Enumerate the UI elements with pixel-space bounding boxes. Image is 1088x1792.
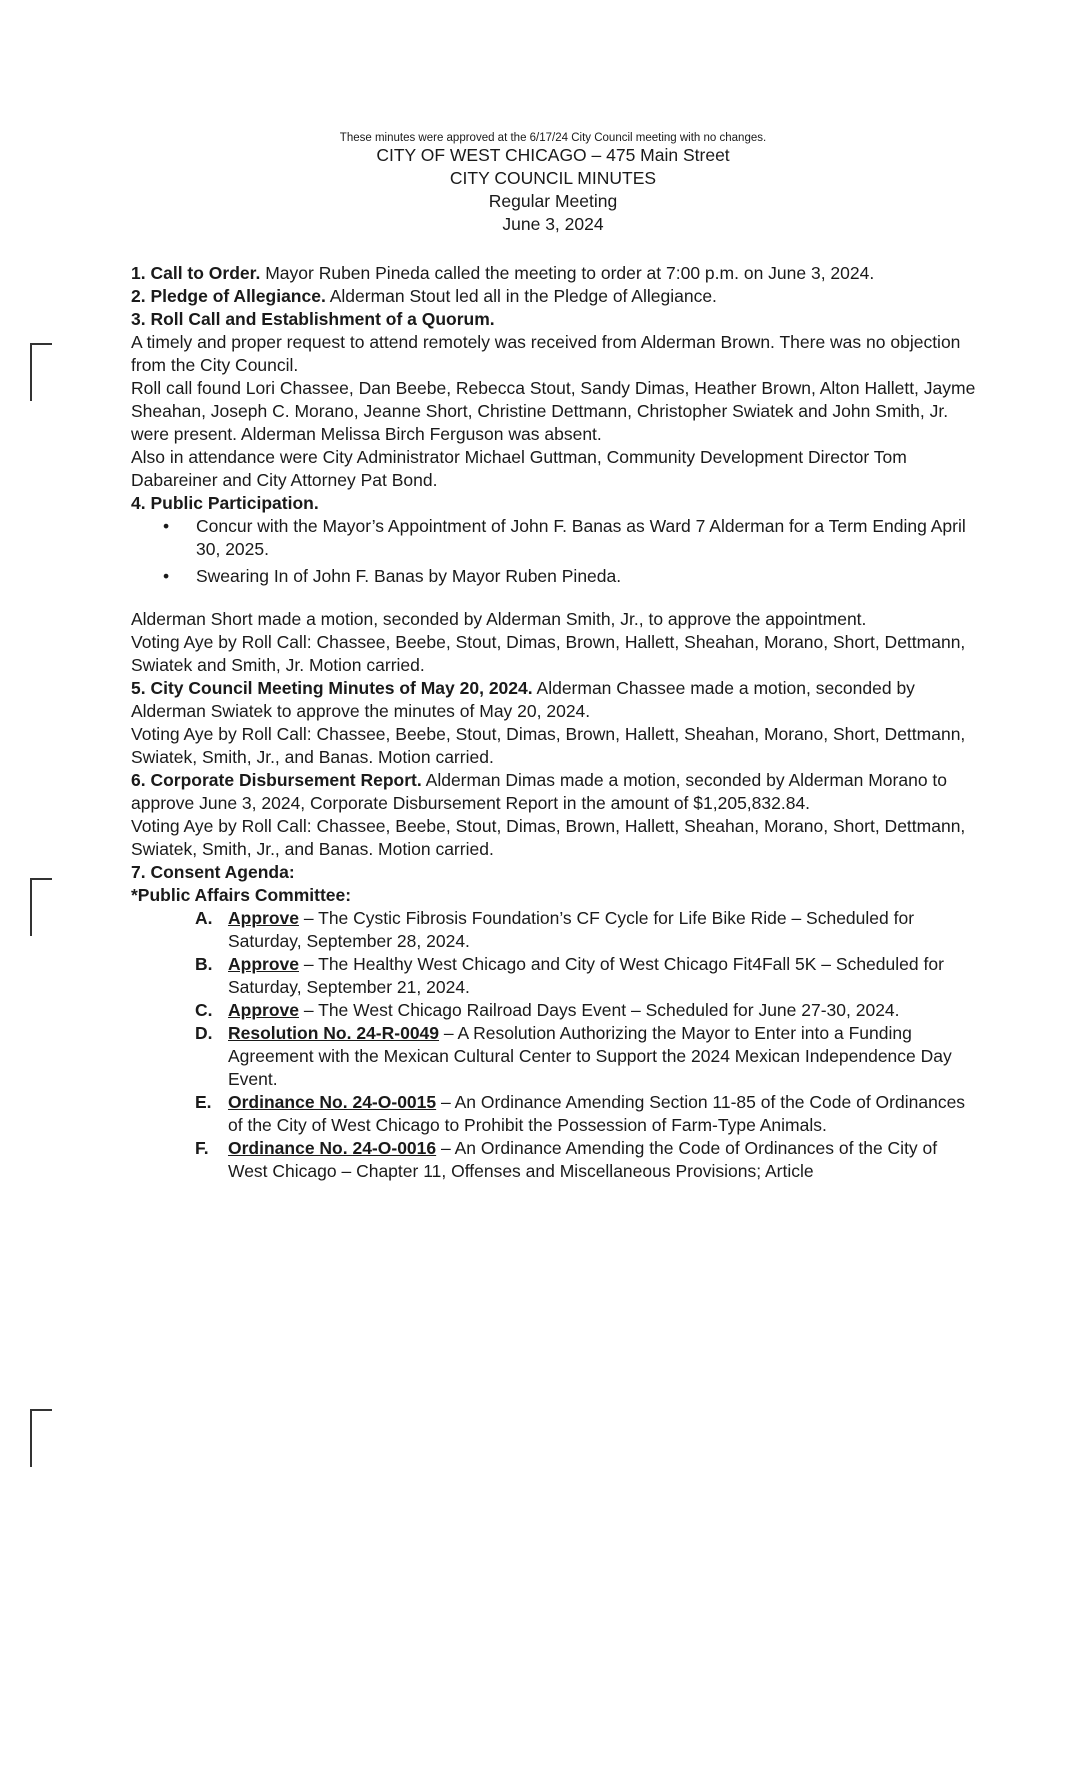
- item-text: – The Healthy West Chicago and City of West Chicago Fit4Fall 5K – Scheduled for Saturday, September 21, 2024.: [228, 954, 944, 997]
- item-letter: A.: [195, 908, 213, 928]
- item-reference: Resolution No. 24-R-0049: [228, 1023, 440, 1043]
- agenda-item: [131, 1022, 981, 1091]
- roll-call-paragraph: Roll call found Lori Chassee, Dan Beebe, Rebecca Stout, Sandy Dimas, Heather Brown, Alton Hallett, Jayme Sheahan, Joseph C. Morano, Jeanne Short, Christine Dettmann, Christopher Swiatek and John Smith, Jr. were present. Alderman Melissa Birch Ferguson was absent.: [131, 378, 976, 444]
- vote-paragraph: Voting Aye by Roll Call: Chassee, Beebe, Stout, Dimas, Brown, Hallett, Sheahan, Morano, Short, Dettmann, Swiatek and Smith, Jr. Motion carried.: [131, 632, 966, 675]
- item-text: – An Ordinance Amending Section 11-85 of the Code of Ordinances of the City of West Chicago to Prohibit the Possession of Farm-Type Animals.: [228, 1092, 966, 1135]
- vote-paragraph: Voting Aye by Roll Call: Chassee, Beebe, Stout, Dimas, Brown, Hallett, Sheahan, Morano, Short, Dettmann, Swiatek, Smith, Jr., and Banas. Motion carried.: [131, 724, 966, 767]
- vote-paragraph: Voting Aye by Roll Call: Chassee, Beebe, Stout, Dimas, Brown, Hallett, Sheahan, Morano, Short, Dettmann, Swiatek, Smith, Jr., and Banas. Motion carried.: [131, 816, 966, 859]
- agenda-item: [131, 1091, 981, 1137]
- item-text: – The West Chicago Railroad Days Event – Scheduled for June 27-30, 2024.: [298, 1000, 900, 1020]
- motion-paragraph: Alderman Short made a motion, seconded by Alderman Smith, Jr., to approve the appointment.: [131, 609, 867, 629]
- section-text: Alderman Chassee made a motion, seconded by Alderman Swiatek to approve the minutes of May 20, 2024.: [131, 678, 915, 721]
- committee-heading: *Public Affairs Committee:: [131, 885, 352, 905]
- section-consent-agenda-title: 7. Consent Agenda:: [131, 862, 295, 882]
- item-text: – An Ordinance Amending the Code of Ordinances of the City of West Chicago – Chapter 11, Offenses and Miscellaneous Provisions; Article: [228, 1138, 938, 1181]
- item-letter: C.: [195, 1000, 213, 1020]
- binder-mark: [30, 1409, 52, 1467]
- section-public-participation-title: 4. Public Participation.: [131, 493, 319, 513]
- section-title: 6. Corporate Disbursement Report.: [131, 770, 422, 790]
- section-call-to-order: [131, 262, 981, 285]
- public-participation-list: [131, 515, 981, 588]
- document-title: CITY COUNCIL MINUTES: [449, 168, 657, 188]
- city-line: CITY OF WEST CHICAGO – 475 Main Street: [376, 145, 730, 165]
- meeting-date: June 3, 2024: [502, 214, 604, 234]
- section-title: 5. City Council Meeting Minutes of May 20, 2024.: [131, 678, 533, 698]
- minutes-body: [131, 262, 981, 1183]
- meeting-type: Regular Meeting: [488, 191, 618, 211]
- item-text: – A Resolution Authorizing the Mayor to Enter into a Funding Agreement with the Mexican Cultural Center to Support the 2024 Mexican Independence Day Event.: [228, 1023, 952, 1089]
- attendance-paragraph: Also in attendance were City Administrator Michael Guttman, Community Development Director Tom Dabareiner and City Attorney Pat Bond.: [131, 447, 907, 490]
- item-letter: F.: [195, 1138, 209, 1158]
- section-title: 1. Call to Order.: [131, 263, 261, 283]
- section-disbursement-report: [131, 769, 981, 815]
- list-item: • Concur with the Mayor’s Appointment of John F. Banas as Ward 7 Alderman for a Term Ending April 30, 2025.: [131, 515, 981, 561]
- agenda-item: [131, 999, 981, 1022]
- section-title: 2. Pledge of Allegiance.: [131, 286, 326, 306]
- agenda-item: [131, 1137, 981, 1183]
- binder-mark: [30, 878, 52, 936]
- section-roll-call-title: 3. Roll Call and Establishment of a Quorum.: [131, 309, 495, 329]
- approval-note: These minutes were approved at the 6/17/24 City Council meeting with no changes.: [339, 132, 767, 144]
- item-text: – The Cystic Fibrosis Foundation’s CF Cycle for Life Bike Ride – Scheduled for Saturday, September 28, 2024.: [228, 908, 915, 951]
- item-reference: Approve: [228, 954, 299, 974]
- item-reference: Ordinance No. 24-O-0015: [228, 1092, 437, 1112]
- item-reference: Ordinance No. 24-O-0016: [228, 1138, 437, 1158]
- consent-agenda-items: [131, 907, 981, 1183]
- item-reference: Approve: [228, 908, 299, 928]
- document-header: [0, 132, 1088, 236]
- binder-mark: [30, 343, 52, 401]
- section-minutes-approval: [131, 677, 981, 723]
- remote-attendance-paragraph: A timely and proper request to attend remotely was received from Alderman Brown. There was no objection from the City Council.: [131, 332, 961, 375]
- section-text: Mayor Ruben Pineda called the meeting to order at 7:00 p.m. on June 3, 2024.: [260, 263, 875, 283]
- item-letter: E.: [195, 1092, 212, 1112]
- section-pledge: [131, 285, 981, 308]
- item-letter: B.: [195, 954, 213, 974]
- section-text: Alderman Dimas made a motion, seconded by Alderman Morano to approve June 3, 2024, Corporate Disbursement Report in the amount of $1,205,832.84.: [131, 770, 948, 813]
- list-item: • Swearing In of John F. Banas by Mayor Ruben Pineda.: [131, 565, 981, 588]
- item-letter: D.: [195, 1023, 213, 1043]
- agenda-item: [131, 907, 981, 953]
- section-text: Alderman Stout led all in the Pledge of Allegiance.: [325, 286, 717, 306]
- agenda-item: [131, 953, 981, 999]
- item-reference: Approve: [228, 1000, 299, 1020]
